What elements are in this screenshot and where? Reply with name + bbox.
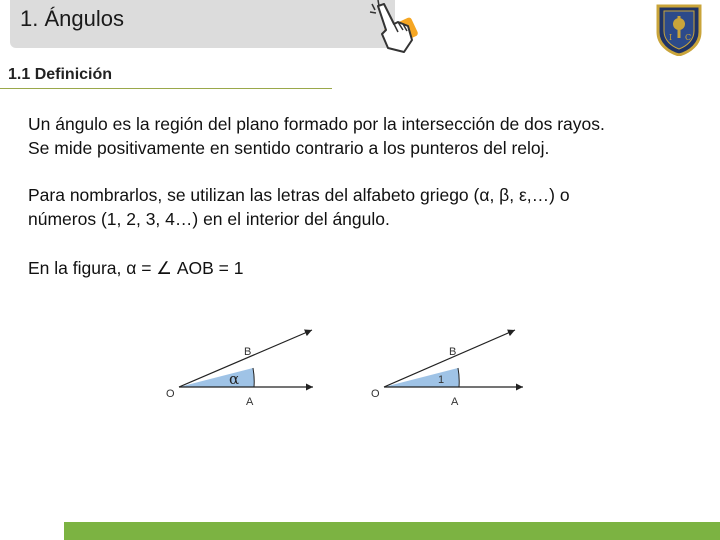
naming-line-2: números (1, 2, 3, 4…) en el interior del ángulo. [28, 209, 390, 229]
section-subtitle: 1.1 Definición [8, 66, 113, 83]
pointing-hand-icon [368, 0, 424, 60]
university-crest-logo [654, 2, 704, 56]
definition-line-1: Un ángulo es la región del plano formado por la intersección de dos rayos. [28, 114, 605, 134]
angle-2-b-label: B [449, 346, 457, 358]
subtitle-divider [0, 88, 332, 89]
angle-diagram-1 [166, 330, 313, 408]
footer-bar [64, 522, 720, 540]
angle-1-b-label: B [244, 346, 252, 358]
angle-2-number: 1 [438, 374, 445, 386]
angle-1-a-label: A [246, 396, 254, 408]
angle-1-symbol: α [229, 370, 240, 388]
page-title: 1. Ángulos [20, 6, 124, 31]
angle-1-vertex-label: O [166, 388, 175, 400]
naming-line-1: Para nombrarlos, se utilizan las letras del alfabeto griego (α, β, ε,…) o [28, 185, 570, 205]
angle-2-vertex-label: O [371, 388, 380, 400]
title-bar [10, 0, 395, 48]
definition-paragraph [28, 112, 605, 160]
figure-equation: En la figura, α = ∠ AOB = 1 [28, 258, 244, 278]
svg-text:I: I [669, 33, 673, 42]
angle-figure [155, 320, 535, 410]
angle-diagram-2 [371, 330, 523, 408]
definition-line-2: Se mide positivamente en sentido contrario a los punteros del reloj. [28, 138, 550, 158]
naming-paragraph [28, 183, 570, 231]
angle-2-a-label: A [451, 396, 459, 408]
svg-text:C: C [685, 33, 692, 42]
